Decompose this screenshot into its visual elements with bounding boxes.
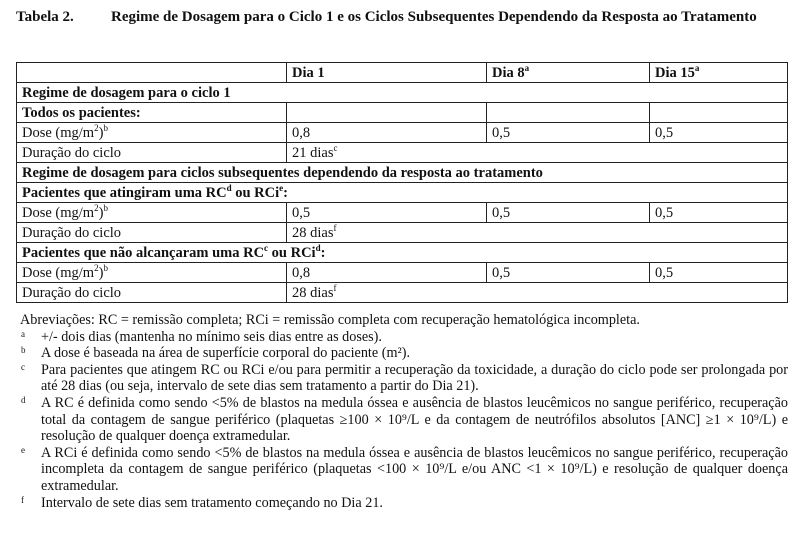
cycle-duration-value: 28 dias$^f$ <box>287 223 788 243</box>
group-title-responders: Pacientes que atingiram uma $RC^d$ ou RCi$^e$: <box>17 183 788 203</box>
table-title: Regime de Dosagem para o Ciclo 1 e os Ciclos Subsequentes Dependendo da Resposta ao Tratamento <box>111 9 757 25</box>
table-row <box>17 263 788 283</box>
cycle-duration-value: 28 dias$^f$ <box>287 283 788 303</box>
group-row <box>17 103 788 123</box>
footnote-f: f Intervalo de sete dias sem tratamento começando no Dia 21. <box>21 494 383 511</box>
section-title-cycle1: Regime de dosagem para o ciclo 1 <box>17 83 788 103</box>
table-notes <box>18 312 788 511</box>
abbreviations-note: Abreviações: RC = remissão completa; RCi = remissão completa com recuperação hematológica incompleta. <box>20 312 640 328</box>
dose-day15: 0,5 <box>650 123 788 143</box>
group-row <box>17 243 788 263</box>
footnote-b: b A dose é baseada na área de superfície corporal do paciente (m²). <box>21 345 411 362</box>
dose-day8: 0,5 <box>487 123 650 143</box>
footnote-a: a +/- dois dias (mantenha no mínimo seis dias entre as doses). <box>21 328 382 345</box>
dose-label: Dose $(mg/m^2)^b$ <box>17 203 287 223</box>
section-title-subsequent: Regime de dosagem para ciclos subsequentes dependendo da resposta ao tratamento <box>17 163 788 183</box>
table-row <box>17 143 788 163</box>
header-day1: Dia 1 <box>287 63 487 83</box>
cycle-duration-value: 21 dias$^c$ <box>287 143 788 163</box>
dose-day15: 0,5 <box>650 203 788 223</box>
cycle-duration-label: Duração do ciclo <box>17 143 287 163</box>
dose-day1: 0,5 <box>287 203 487 223</box>
section-row <box>17 83 788 103</box>
dose-label: Dose $(mg/m^2)^b$ <box>17 123 287 143</box>
header-day8: Dia 8$^a$ <box>487 63 650 83</box>
table-row <box>17 223 788 243</box>
footnote-c: c Para pacientes que atingem RC ou RCi e/ou para permitir a recuperação da toxicidade, a duração do ciclo pode ser prolongada por até 28 dias (ou seja, intervalo de sete dias sem tratamento a partir do Dia 21). <box>21 361 788 395</box>
section-row <box>17 163 788 183</box>
group-title-non-responders: Pacientes que não alcançaram uma $RC^c$ ou RCi$^d$: <box>17 243 788 263</box>
header-day15: Dia 15$^a$ <box>650 63 788 83</box>
footnote-d: d A RC é definida como sendo <5% de blastos na medula óssea e ausência de blastos leucêmicos no sangue periférico, recuperação total da contagem de sangue periférico (plaquetas ≥100 × 10⁹/L e da contagem de neutrófilos absolutos [ANC] ≥1 × 10⁹/L) e resolução de qualquer doença extramedular. <box>21 394 788 445</box>
table-row <box>17 123 788 143</box>
table-row <box>17 283 788 303</box>
cycle-duration-label: Duração do ciclo <box>17 223 287 243</box>
dose-day8: 0,5 <box>487 263 650 283</box>
header-empty-cell <box>17 63 287 83</box>
table-header-row <box>17 63 788 83</box>
table-number: Tabela 2. <box>16 9 74 25</box>
dose-day1: 0,8 <box>287 123 487 143</box>
dose-day1: 0,8 <box>287 263 487 283</box>
cycle-duration-label: Duração do ciclo <box>17 283 287 303</box>
dosing-table <box>16 62 788 303</box>
dose-day15: 0,5 <box>650 263 788 283</box>
table-row <box>17 203 788 223</box>
group-row <box>17 183 788 203</box>
group-title-all-patients: Todos os pacientes: <box>17 103 287 123</box>
footnote-e: e A RCi é definida como sendo <5% de blastos na medula óssea e ausência de blastos leucêmicos no sangue periférico, recuperação incompleta da contagem de sangue periférico (plaquetas <100 × 10⁹/L e/ou ANC <1 × 10⁹/L) e resolução de qualquer doença extramedular. <box>21 444 788 494</box>
dose-day8: 0,5 <box>487 203 650 223</box>
dose-label: Dose $(mg/m^2)^b$ <box>17 263 287 283</box>
